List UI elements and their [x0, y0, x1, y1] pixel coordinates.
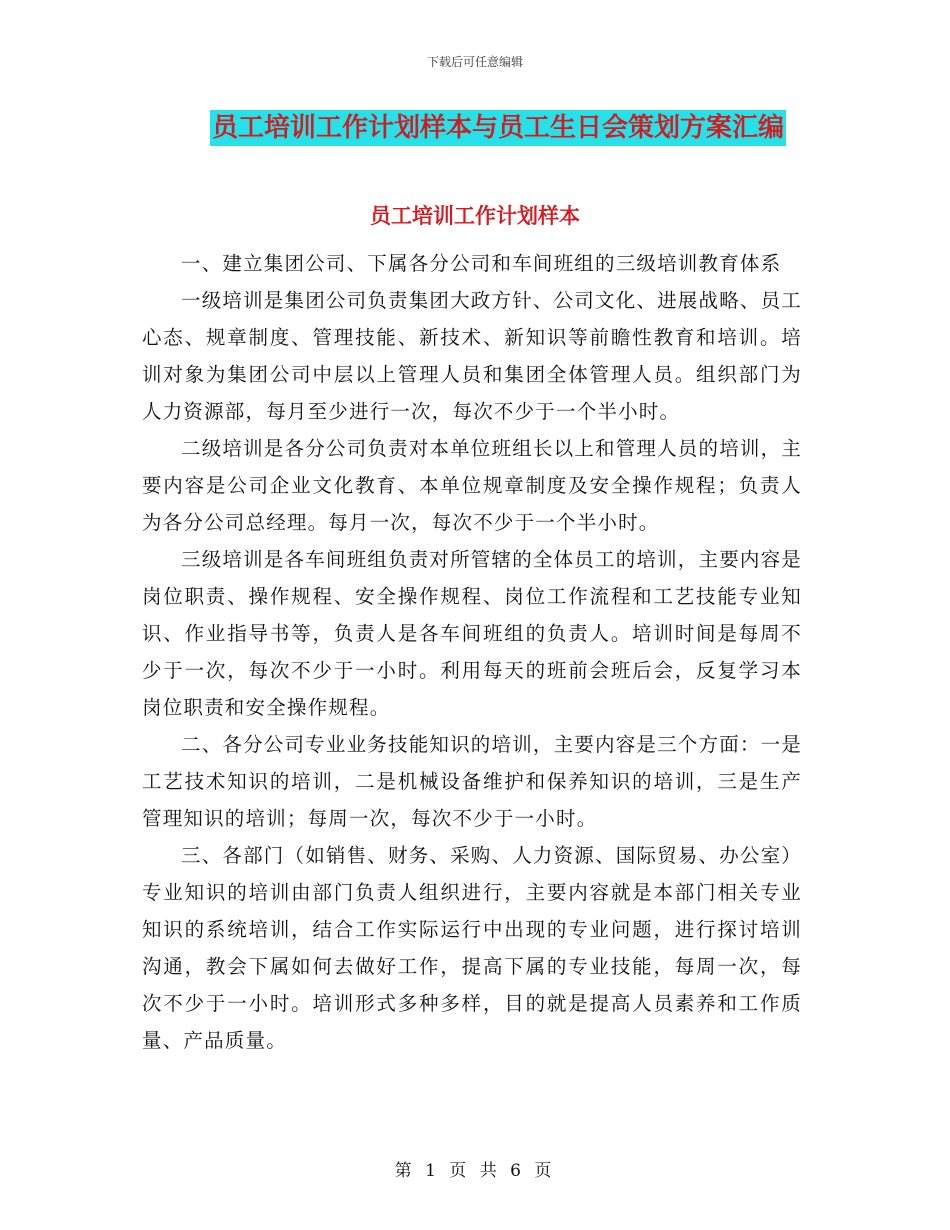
paragraph: 二级培训是各分公司负责对本单位班组长以上和管理人员的培训，主要内容是公司企业文化教育、本单位规章制度及安全操作规程；负责人为各分公司总经理。每月一次，每次不少于一个半小时。 — [142, 437, 803, 534]
paragraph: 三级培训是各车间班组负责对所管辖的全体员工的培训，主要内容是岗位职责、操作规程、安全操作规程、岗位工作流程和工艺技能专业知识、作业指导书等，负责人是各车间班组的负责人。培训时间是每周不少于一次，每次不少于一小时。利用每天的班前会班后会，反复学习本岗位职责和安全操作规程。 — [142, 548, 803, 719]
document-title-container — [0, 110, 950, 146]
paragraph: 二、各分公司专业业务技能知识的培训，主要内容是三个方面：一是工艺技术知识的培训，二是机械设备维护和保养知识的培训，三是生产管理知识的培训；每周一次，每次不少于一小时。 — [142, 733, 803, 830]
paragraph: 一级培训是集团公司负责集团大政方针、公司文化、进展战略、员工心态、规章制度、管理技能、新技术、新知识等前瞻性教育和培训。培训对象为集团公司中层以上管理人员和集团全体管理人员。组织部门为人力资源部，每月至少进行一次，每次不少于一个半小时。 — [142, 289, 803, 423]
paragraph: 一、建立集团公司、下属各分公司和车间班组的三级培训教育体系 — [181, 252, 782, 275]
page-header-note: 下载后可任意编辑 — [426, 55, 523, 69]
section-title: 员工培训工作计划样本 — [370, 204, 580, 228]
document-title: 员工培训工作计划样本与员工生日会策划方案汇编 — [210, 110, 786, 146]
paragraph: 三、各部门（如销售、财务、采购、人力资源、国际贸易、办公室）专业知识的培训由部门负责人组织进行，主要内容就是本部门相关专业知识的系统培训，结合工作实际运行中出现的专业问题，进行探讨培训沟通，教会下属如何去做好工作，提高下属的专业技能，每周一次，每次不少于一小时。培训形式多种多样，目的就是提高人员素养和工作质量、产品质量。 — [142, 844, 803, 1052]
document-body — [142, 245, 802, 1059]
page-number-footer: 第 1 页 共 6 页 — [394, 1161, 556, 1181]
